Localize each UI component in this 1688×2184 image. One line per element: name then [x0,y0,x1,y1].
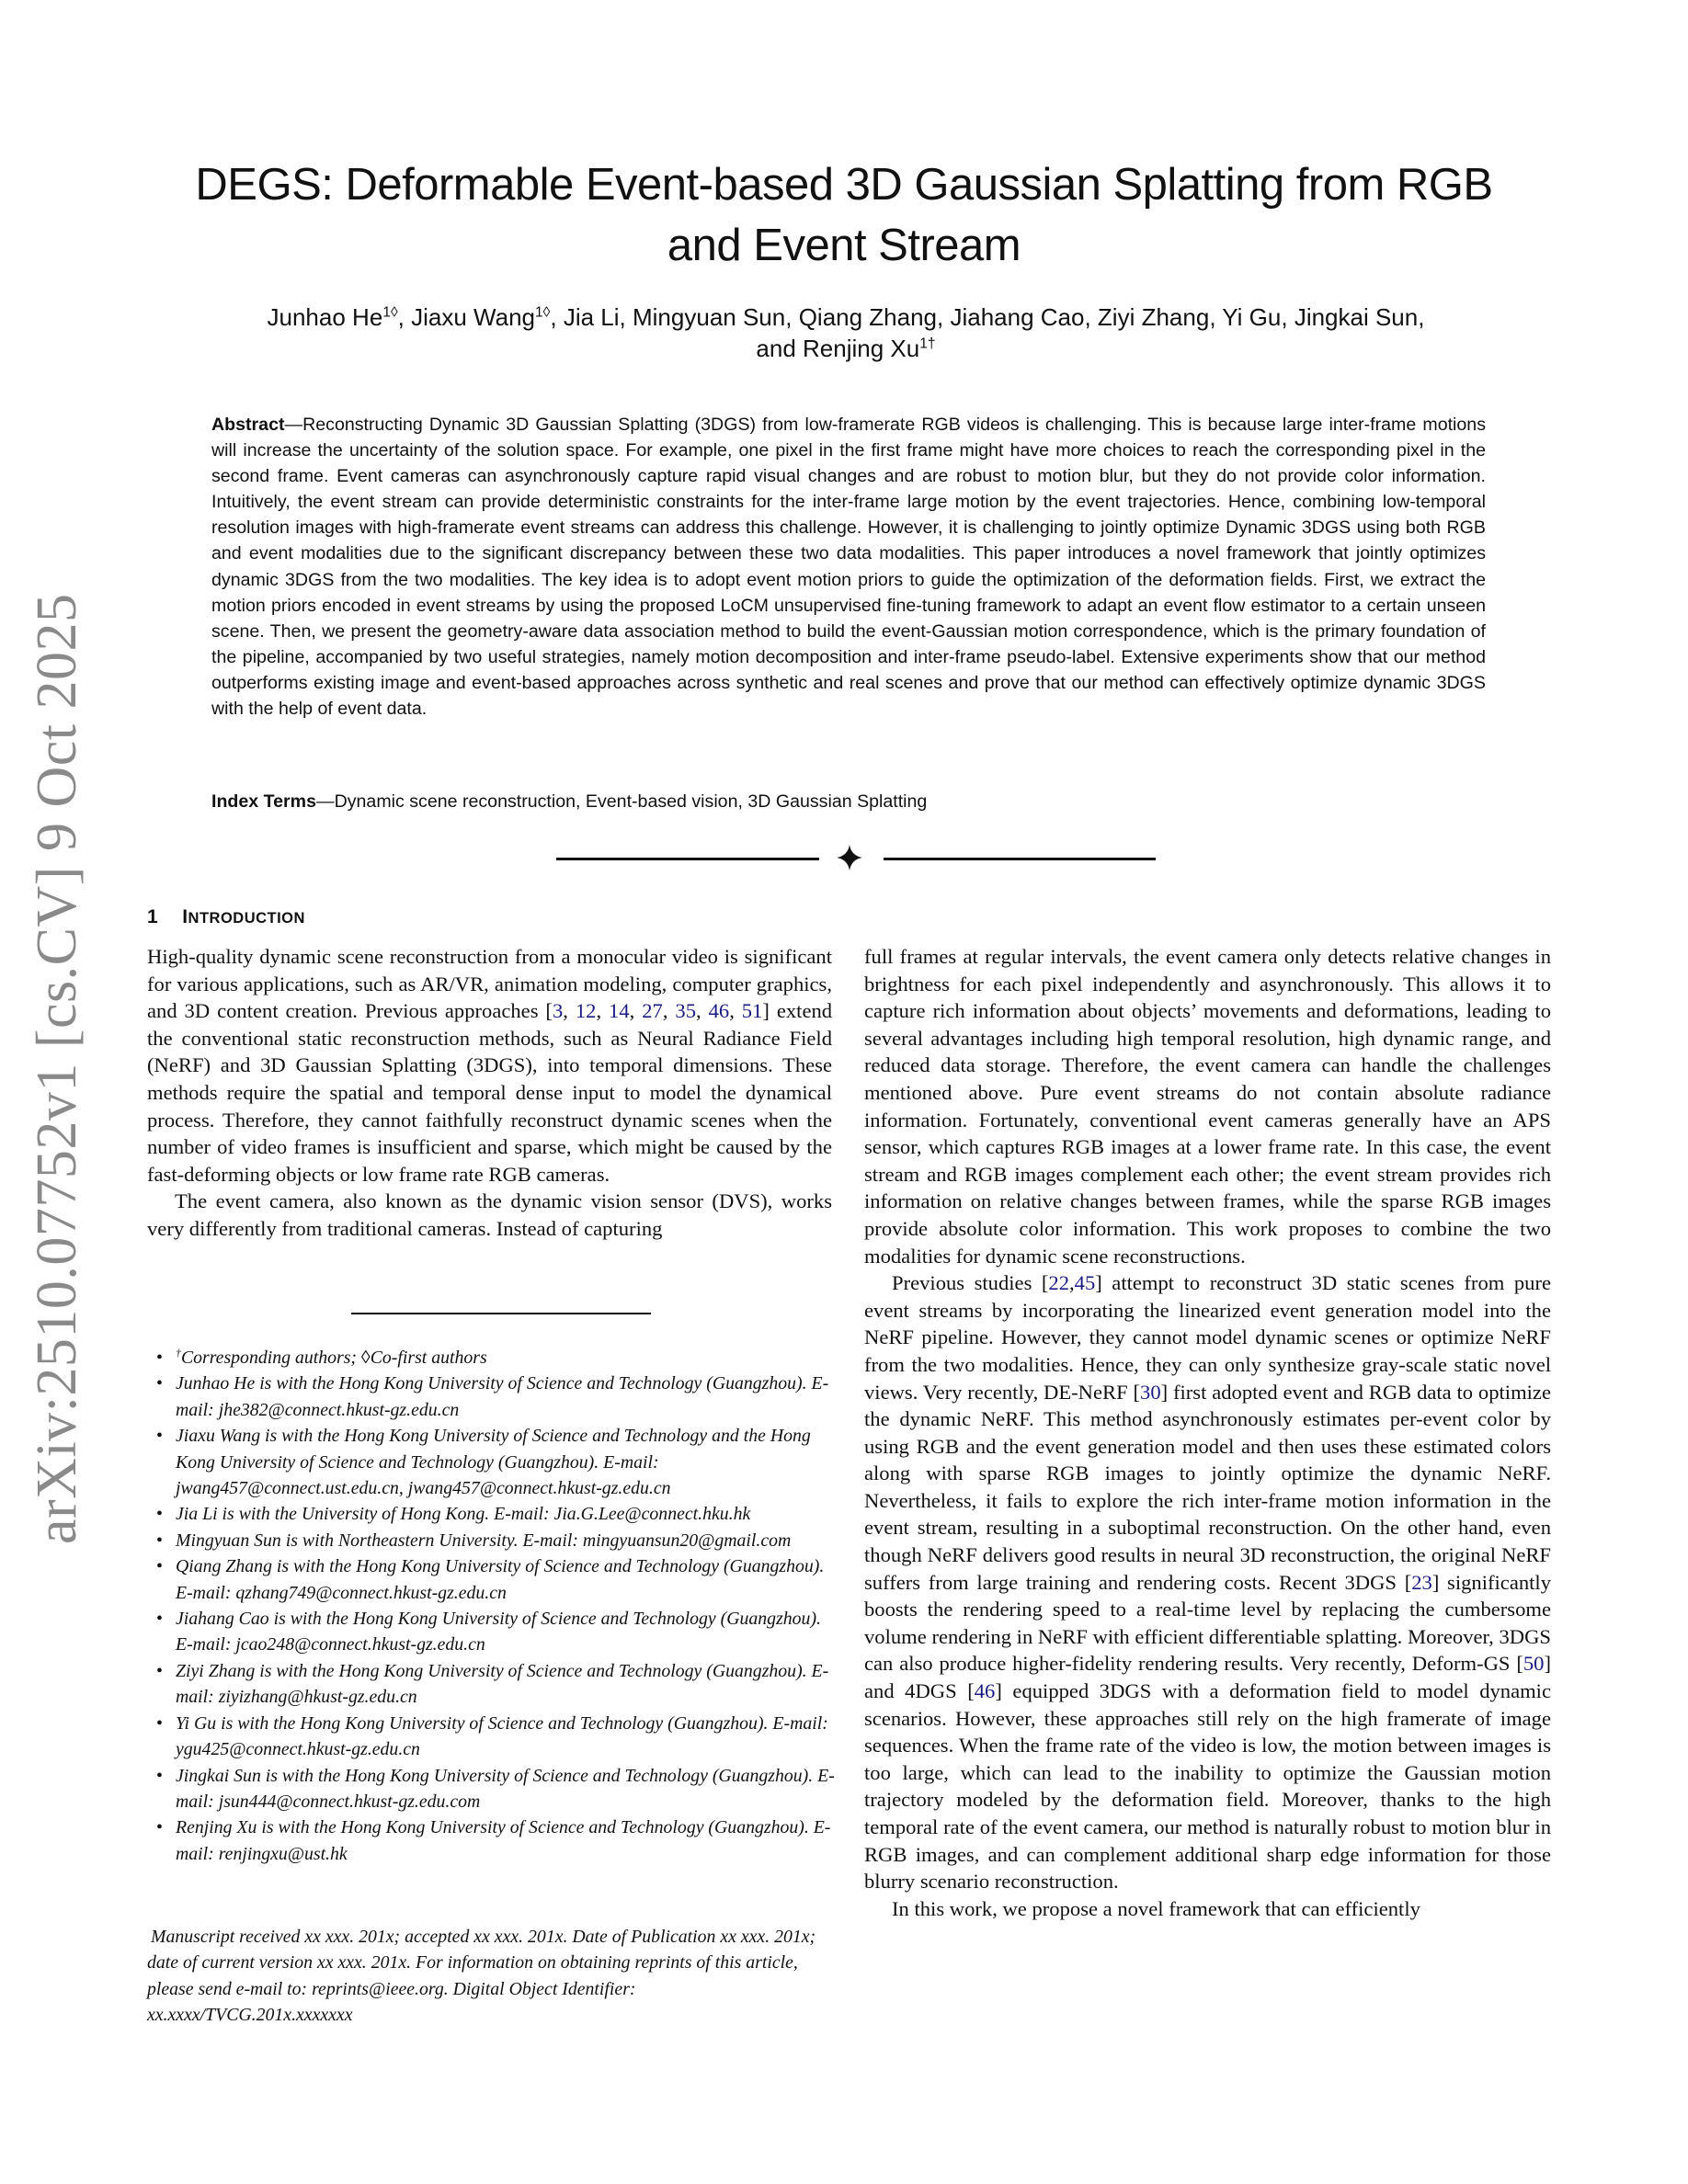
author-separator: , [1418,303,1425,331]
footnote-item [152,1501,837,1527]
citation-link[interactable]: 14 [609,999,630,1023]
author-separator: , [1084,303,1098,331]
section-heading [147,906,305,928]
intro-paragraph-continued: full frames at regular intervals, the event camera only detects relative changes in brightness for each pixel independently and asynchronously. This allows it to capture rich information about objects’ movements and deformations, leading to several advantages including high temporal resolution, high dynamic range, and reduced data storage. Therefore, the event camera can handle the challenges mentioned above. Pure event streams do not contain absolute radiance information. Fortunately, conventional event cameras generally have an APS sensor, which captures RGB images at a lower frame rate. In this case, the event stream and RGB images complement each other; the event stream provides rich information on relative changes between frames, while the sparse RGB images provide absolute color information. This work proposes to combine the two modalities for dynamic scene reconstructions. [864,945,1551,1268]
footnotes [152,1345,837,1867]
section-number: 1 [147,906,159,927]
footnote-text: Corresponding authors; ◊Co-first authors [180,1348,487,1368]
footnote-rule [351,1313,651,1314]
abstract [211,412,1486,722]
abstract-label: Abstract [211,415,285,435]
citation-link[interactable]: 22 [1048,1271,1070,1295]
index-terms-label: Index Terms [211,791,316,812]
manuscript-note: Manuscript received xx xxx. 201x; accepted xx xxx. 201x. Date of Publication xx xxx. 201x; date of current version xx xxx. 201x. For information on obtaining reprints of this article, please send e-mail to: reprints@ieee.org. Digital Object Identifier: xx.xxxx/TVCG.201x.xxxxxxx [147,1927,816,2026]
citation-group: 3, 12, 14, 27, 35, 46, 51 [552,999,763,1023]
paper-title [0,154,1688,276]
footnote-item [152,1814,837,1867]
author-separator: , [397,303,412,331]
author-name: Jingkai Sun [1294,303,1419,331]
intro-paragraph-4: In this work, we propose a novel framework that can efficiently [892,1896,1420,1920]
footnote-text: Qiang Zhang is with the Hong Kong University of Science and Technology (Guangzhou). E-mail: qzhang749@connect.hkust-gz.edu.cn [176,1556,825,1603]
citation-link[interactable]: 35 [675,999,697,1023]
author-separator: , [1281,303,1295,331]
citation-link[interactable]: 30 [1140,1380,1161,1404]
abstract-text: Reconstructing Dynamic 3D Gaussian Splatting (3DGS) from low-framerate RGB videos is challenging. This is because large inter-frame motions will increase the uncertainty of the solution space. For example, one pixel in the first frame might have more choices to reach the corresponding pixel in the second frame. Event cameras can asynchronously capture rapid visual changes and are robust to motion blur, but they do not provide color information. Intuitively, the event stream can provide deterministic constraints for the inter-frame large motion by the event trajectories. Hence, combining low-temporal resolution images with high-framerate event streams can address this challenge. However, it is challenging to jointly optimize Dynamic 3DGS using both RGB and event modalities due to the significant discrepancy between these two data modalities. This paper introduces a novel framework that jointly optimizes dynamic 3DGS from the two modalities. The key idea is to adopt event motion priors to guide the optimization of the deformation fields. First, we extract the motion priors encoded in event streams by using the proposed LoCM unsupervised fine-tuning framework to adapt an event flow estimator to a certain unseen scene. Then, we present the geometry-aware data association method to build the event-Gaussian motion correspondence, which is the primary foundation of the pipeline, accompanied by two useful strategies, namely motion decomposition and inter-frame pseudo-label. Extensive experiments show that our method outperforms existing image and event-based approaches across synthetic and real scenes and prove that our method can effectively optimize dynamic 3DGS with the help of event data. [211,415,1486,720]
author-name: Mingyuan Sun [633,303,786,331]
footnote-text: Jiaxu Wang is with the Hong Kong University of Science and Technology and the Hong Kong University of Science and Technology (Guangzhou). E-mail: jwang457@connect.ust.edu.cn, jwang457@connect.hkust-gz.edu.cn [176,1426,811,1499]
citation-link[interactable]: 45 [1074,1271,1096,1295]
index-terms-text: Dynamic scene reconstruction, Event-based vision, 3D Gaussian Splatting [334,791,928,812]
text-run: ] and 4DGS [ [864,1652,1551,1703]
footnote-list [152,1345,837,1867]
author-separator: , [619,303,633,331]
author-name: Jia Li [563,303,620,331]
text-run: High-quality dynamic scene reconstruction from a monocular video is significant for various applications, such as AR/VR, animation modeling, computer graphics, and 3D content creation. Previous approaches [ [147,945,832,1023]
bullet-icon: • [156,1426,163,1447]
bullet-icon: • [156,1712,163,1734]
arxiv-identifier: arXiv:2510.07752v1 [cs.CV] 9 Oct 2025 [26,593,88,1544]
author-name: Yi Gu [1222,303,1282,331]
title-line-1: DEGS: Deformable Event-based 3D Gaussian Splatting from RGB [195,160,1493,210]
bullet-icon: • [156,1530,163,1551]
citation-link[interactable]: 50 [1523,1652,1545,1676]
footnote-item [152,1606,837,1658]
section-separator [556,849,1156,868]
text-run: ] significantly boosts the rendering speed to a real-time level by replacing the cumbersome volume rendering in NeRF with efficient differentiable splatting. Moreover, 3DGS can also produce higher-fidelity rendering results. Very recently, Deform-GS [ [864,1570,1551,1676]
separator-line-left [556,858,819,860]
bullet-icon: • [156,1765,163,1786]
footnote-item [152,1345,837,1371]
author-name: Qiang Zhang [798,303,938,331]
abstract-dash: — [284,415,303,435]
text-run: Previous studies [ [892,1271,1049,1295]
author-name: and Renjing Xu [756,335,920,362]
index-terms-dash: — [315,791,335,812]
author-separator: , [785,303,799,331]
footnote-item [152,1711,837,1763]
footnote-text: Jiahang Cao is with the Hong Kong University of Science and Technology (Guangzhou). E-mail: jcao248@connect.hkust-gz.edu.cn [176,1609,821,1655]
citation-link[interactable]: 3 [552,999,564,1023]
separator-line-right [884,858,1156,860]
author-name: Ziyi Zhang [1097,303,1210,331]
author-name: Jiahang Cao [950,303,1085,331]
section-title-initial: I [182,906,188,927]
footnote-text: Mingyuan Sun is with Northeastern University. E-mail: mingyuansun20@gmail.com [176,1530,792,1551]
footnote-text: Ziyi Zhang is with the Hong Kong University of Science and Technology (Guangzhou). E-mail: ziyizhang@hkust-gz.edu.cn [176,1660,829,1708]
author-separator: , [1209,303,1223,331]
bullet-icon: • [156,1373,163,1394]
footnote-text: Jingkai Sun is with the Hong Kong University of Science and Technology (Guangzhou). E-mail: jsun444@connect.hkust-gz.edu.com [176,1765,835,1812]
four-point-star-icon [836,844,863,871]
citation-link[interactable]: 51 [741,999,763,1023]
citation-link[interactable]: 23 [1411,1570,1432,1594]
footnote-item [152,1763,837,1815]
intro-paragraph-2: The event camera, also known as the dynamic vision sensor (DVS), works very differently from traditional cameras. Instead of capturing [147,1189,832,1240]
citation-link[interactable]: 12 [575,999,597,1023]
right-column [864,943,1551,1922]
author-name: Junhao He [267,303,383,331]
text-run: ] equipped 3DGS with a deformation field to model dynamic scenarios. However, these approaches still rely on the high framerate of image sequences. When the frame rate of the video is low, the motion between images is too large, which can lead to the inability to optimize the Gaussian motion trajectory modeled by the deformation field. Moreover, thanks to the high temporal rate of the event camera, our method is naturally robust to motion blur in RGB images, and can complement additional sharp edge information for those blurry scenario reconstruction. [864,1679,1551,1894]
text-run: ] first adopted event and RGB data to optimize the dynamic NeRF. This method asynchronously estimates per-event color by using RGB and the event generation model and then uses these estimated colors along with sparse RGB images to jointly optimize the dynamic NeRF. Nevertheless, it fails to explore the rich inter-frame motion information in the event stream, resulting in a suboptimal reconstruction. On the other hand, even though NeRF delivers good results in neural 3D reconstruction, the original NeRF suffers from large training and rendering costs. Recent 3DGS [ [864,1380,1551,1594]
intro-paragraph-1 [147,943,832,1188]
footnote-text: Yi Gu is with the Hong Kong University of Science and Technology (Guangzhou). E-mail: ygu425@connect.hkust-gz.edu.cn [176,1712,828,1760]
text-run: ] attempt to reconstruct 3D static scenes from pure event streams by incorporating the linearized event generation model into the NeRF pipeline. However, they cannot model dynamic scenes or optimize NeRF from the two modalities. Hence, they can only synthesize gray-scale static novel views. Very recently, DE-NeRF [ [864,1271,1551,1404]
citation-link[interactable]: 46 [708,999,730,1023]
footnote-item [152,1423,837,1501]
citation-link[interactable]: 46 [974,1679,996,1703]
footnote-text: Renjing Xu is with the Hong Kong University of Science and Technology (Guangzhou). E-mail: renjingxu@ust.hk [176,1817,831,1864]
footnote-item [152,1528,837,1553]
bullet-icon: • [156,1660,163,1681]
citation-link[interactable]: 27 [642,999,663,1023]
footnote-mark: † [176,1346,181,1359]
author-name: Jiaxu Wang [411,303,535,331]
index-terms [211,789,1486,814]
intro-paragraph-3: Previous studies [22,45] attempt to reconstruct 3D static scenes from pure event streams by incorporating the linearized event generation model into the NeRF pipeline. However, they cannot model dynamic scenes or optimize NeRF from the two modalities. Hence, they can only synthesize gray-scale static novel views. Very recently, DE-NeRF [30] first adopted event and RGB data to optimize the dynamic NeRF. This method asynchronously estimates per-event color by using RGB and the event generation model and then uses these estimated colors along with sparse RGB images to jointly optimize the dynamic NeRF. Nevertheless, it fails to explore the rich inter-frame motion information in the event stream, resulting in a suboptimal reconstruction. On the other hand, even though NeRF delivers good results in neural 3D reconstruction, the original NeRF suffers from large training and rendering costs. Recent 3DGS [23] significantly boosts the rendering speed to a real-time level by replacing the cumbersome volume rendering in NeRF with efficient differentiable splatting. Moreover, 3DGS can also produce higher-fidelity rendering results. Very recently, Deform-GS [50] and 4DGS [46] equipped 3DGS with a deformation field to model dynamic scenarios. However, these approaches still rely on the high framerate of image sequences. When the frame rate of the video is low, the motion between images is too large, which can lead to the inability to optimize the Gaussian motion trajectory modeled by the deformation field. Moreover, thanks to the high temporal rate of the event camera, our method is naturally robust to motion blur in RGB images, and can complement additional sharp edge information for those blurry scenario reconstruction. [864,1271,1551,1894]
bullet-icon: • [156,1504,163,1525]
left-column [147,943,832,1243]
author-separator: , [937,303,951,331]
author-affiliation-mark: 1◊ [382,304,398,321]
footnote-text: Jia Li is with the University of Hong Kong. E-mail: Jia.G.Lee@connect.hku.hk [176,1504,751,1525]
text-run: ] extend the conventional static reconstruction methods, such as Neural Radiance Field (NeRF) and 3D Gaussian Splatting (3DGS), into temporal dimensions. These methods require the spatial and temporal dense input to model the dynamical process. Therefore, they cannot faithfully reconstruct dynamic scenes when the number of video frames is insufficient and sparse, which might be caused by the fast-deforming objects or low frame rate RGB cameras. [147,999,833,1186]
author-separator: , [550,303,564,331]
footnote-item [152,1371,837,1423]
footnote-text: Junhao He is with the Hong Kong University of Science and Technology (Guangzhou). E-mail: jhe382@connect.hkust-gz.edu.cn [176,1373,829,1420]
bullet-icon: • [156,1817,163,1838]
section-title-rest: NTRODUCTION [188,910,305,927]
footnote-item [152,1658,837,1711]
author-list [147,301,1545,364]
bullet-icon: • [156,1609,163,1630]
author-affiliation-mark: 1† [919,336,936,352]
title-line-2: and Event Stream [667,221,1021,270]
author-affiliation-mark: 1◊ [535,304,551,321]
bullet-icon: • [156,1348,163,1368]
footnote-item [152,1553,837,1606]
bullet-icon: • [156,1556,163,1577]
